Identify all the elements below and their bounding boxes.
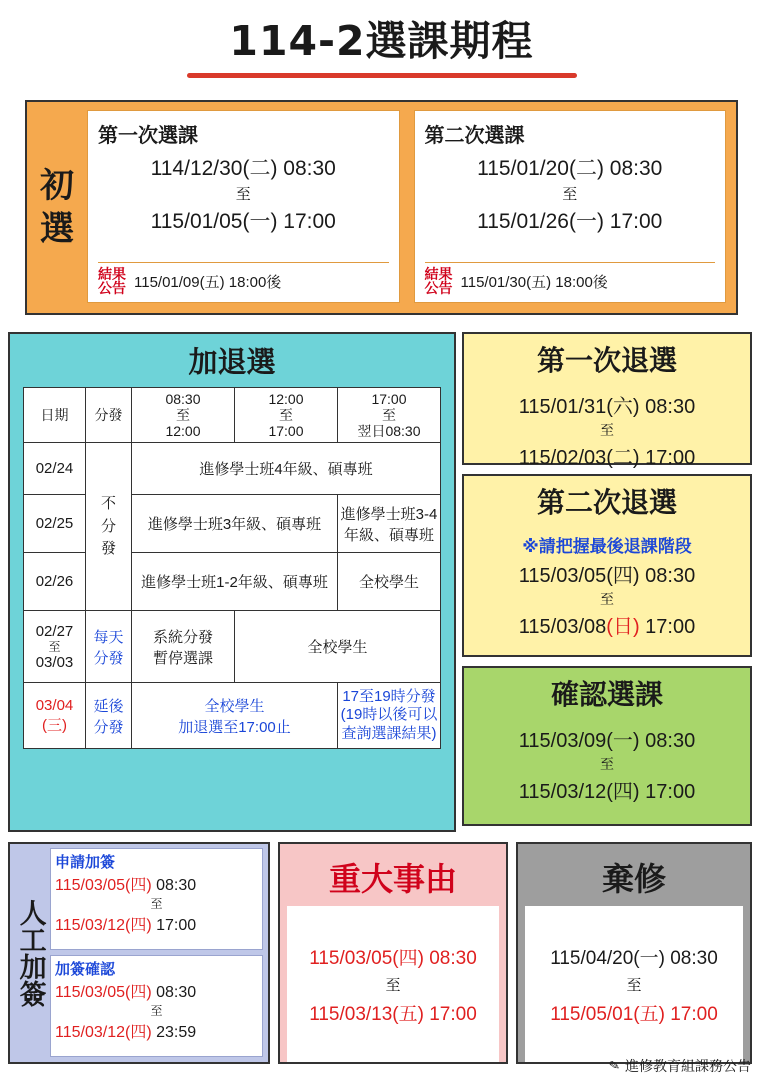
date-line2: (三) bbox=[42, 716, 67, 734]
apply-end bbox=[55, 912, 258, 935]
start-datetime: 115/01/31(六) 08:30 bbox=[518, 396, 696, 418]
confirm-start-date: 115/03/05(四) bbox=[55, 984, 152, 1001]
row-target-students: 進修學士班3年級、碩專班 bbox=[132, 495, 338, 553]
footer-text: 進修教育組課務公告 bbox=[625, 1058, 751, 1074]
row-target-students-night: 進修學士班3-4年級、碩專班 bbox=[338, 495, 441, 553]
night-line2: (19時以後可以 bbox=[340, 706, 438, 724]
withdrawal-note: ※請把握最後退課階段 bbox=[522, 537, 692, 556]
preliminary-card-second bbox=[414, 110, 727, 303]
deadline-line2: 加退選至17:00止 bbox=[178, 718, 291, 736]
page-title-area bbox=[0, 0, 763, 78]
row-night-distribution bbox=[338, 683, 441, 749]
range-sep: 至 bbox=[48, 639, 61, 654]
row-date-range bbox=[24, 611, 86, 683]
apply-title: 申請加簽 bbox=[55, 854, 116, 871]
table-row bbox=[24, 611, 441, 683]
apply-end-time: 17:00 bbox=[151, 917, 197, 934]
first-withdrawal-title: 第一次退選 bbox=[536, 344, 677, 377]
second-withdrawal-body bbox=[470, 526, 744, 645]
end-date-day: (日) bbox=[606, 616, 640, 638]
row-date: 02/24 bbox=[24, 443, 86, 495]
end-datetime: 115/01/05(一) 17:00 bbox=[150, 210, 336, 233]
row-target-students-night: 全校學生 bbox=[338, 553, 441, 611]
range-separator: 至 bbox=[626, 976, 642, 994]
result-announcement bbox=[425, 262, 716, 296]
preliminary-side-label bbox=[27, 102, 87, 313]
card-title: 第一次選課 bbox=[98, 125, 198, 147]
night-line3: 查詢選課結果) bbox=[341, 725, 437, 743]
end-datetime: 115/03/12(四) 17:00 bbox=[518, 781, 696, 803]
confirm-title: 加簽確認 bbox=[55, 961, 116, 978]
section-manual-signature bbox=[8, 842, 270, 1064]
preliminary-card-first bbox=[87, 110, 400, 303]
range-separator: 至 bbox=[385, 976, 401, 994]
start-datetime: 115/03/09(一) 08:30 bbox=[518, 730, 696, 752]
preliminary-label-line2: 選 bbox=[40, 208, 74, 249]
result-label-line1: 結果 bbox=[424, 265, 453, 282]
header-slot-night bbox=[338, 388, 441, 443]
start-datetime: 114/12/30(二) 08:30 bbox=[150, 157, 336, 180]
night-line1: 17至19時分發 bbox=[342, 687, 436, 705]
row-all-students-deadline bbox=[132, 683, 338, 749]
confirm-separator: 至 bbox=[150, 1004, 163, 1018]
abandonment-title: 棄修 bbox=[601, 860, 666, 898]
slot-end: 12:00 bbox=[165, 423, 201, 440]
section-first-withdrawal bbox=[462, 332, 752, 469]
slot-sep: 至 bbox=[279, 407, 293, 424]
result-label-line1: 結果 bbox=[98, 265, 126, 282]
section-preliminary-selection bbox=[25, 100, 738, 315]
result-label bbox=[98, 267, 126, 296]
confirm-start bbox=[55, 979, 258, 1002]
result-announcement bbox=[98, 262, 389, 296]
row-system-pause bbox=[132, 611, 235, 683]
result-datetime: 115/01/09(五) 18:00後 bbox=[134, 273, 282, 291]
slot-start: 17:00 bbox=[371, 391, 407, 407]
row-distribution-daily bbox=[86, 611, 132, 683]
manual-side-label-text: 人工加簽 bbox=[14, 899, 46, 1007]
first-withdrawal-body bbox=[470, 384, 744, 476]
confirm-end-time: 23:59 bbox=[151, 1024, 197, 1041]
start-datetime: 115/04/20(一) 08:30 bbox=[550, 947, 718, 969]
card-title: 第二次選課 bbox=[424, 125, 525, 147]
row-target-students: 進修學士班4年級、碩專班 bbox=[132, 443, 441, 495]
dist-line2: 分發 bbox=[93, 718, 124, 736]
dist-line1: 延後 bbox=[93, 697, 124, 715]
row-date: 02/26 bbox=[24, 553, 86, 611]
confirm-start-time: 08:30 bbox=[151, 984, 197, 1001]
row-date: 02/25 bbox=[24, 495, 86, 553]
manual-confirm-block bbox=[50, 955, 263, 1057]
deadline-line1: 全校學生 bbox=[204, 697, 265, 715]
apply-separator: 至 bbox=[150, 897, 163, 911]
end-date-time: 17:00 bbox=[639, 616, 696, 638]
range-end: 03/03 bbox=[35, 653, 74, 671]
table-header-row bbox=[24, 388, 441, 443]
range-separator: 至 bbox=[235, 186, 251, 203]
slot-start: 12:00 bbox=[268, 391, 304, 407]
slot-end: 翌日08:30 bbox=[357, 423, 421, 440]
header-slot-afternoon bbox=[235, 388, 338, 443]
apply-end-date: 115/03/12(四) bbox=[55, 917, 152, 934]
end-datetime: 115/03/13(五) 17:00 bbox=[309, 1003, 477, 1025]
result-label-line2: 公告 bbox=[98, 280, 126, 297]
major-reason-body bbox=[287, 906, 499, 1062]
header-date: 日期 bbox=[24, 388, 86, 443]
start-datetime: 115/03/05(四) 08:30 bbox=[518, 565, 696, 587]
end-datetime: 115/02/03(二) 17:00 bbox=[518, 447, 696, 469]
apply-start-time: 08:30 bbox=[151, 877, 197, 894]
result-label bbox=[425, 267, 453, 296]
apply-start bbox=[55, 872, 258, 895]
section-course-confirmation bbox=[462, 666, 752, 826]
abandonment-body bbox=[525, 906, 743, 1062]
slot-sep: 至 bbox=[176, 407, 190, 424]
end-datetime: 115/05/01(五) 17:00 bbox=[550, 1003, 718, 1025]
course-confirmation-title: 確認選課 bbox=[550, 678, 663, 711]
major-reason-title: 重大事由 bbox=[328, 860, 457, 898]
end-date-prefix: 115/03/08 bbox=[518, 616, 607, 638]
range-start: 02/27 bbox=[35, 622, 74, 640]
table-row bbox=[24, 443, 441, 495]
preliminary-label-line1: 初 bbox=[40, 166, 74, 206]
confirm-end-date: 115/03/12(四) bbox=[55, 1024, 152, 1041]
slot-end: 17:00 bbox=[268, 423, 304, 440]
slot-start: 08:30 bbox=[165, 391, 201, 407]
range-separator: 至 bbox=[600, 756, 614, 772]
add-drop-table bbox=[23, 387, 441, 749]
range-separator: 至 bbox=[600, 591, 614, 607]
section-course-abandonment bbox=[516, 842, 752, 1064]
result-datetime: 115/01/30(五) 18:00後 bbox=[460, 273, 608, 291]
second-withdrawal-title: 第二次退選 bbox=[536, 486, 677, 519]
row-distribution-none: 不 分 發 bbox=[86, 443, 132, 611]
pencil-icon: ✎ bbox=[607, 1057, 622, 1074]
pause-line1: 系統分發 bbox=[152, 628, 213, 646]
result-label-line2: 公告 bbox=[424, 280, 453, 297]
preliminary-cards bbox=[87, 102, 736, 313]
header-slot-morning bbox=[132, 388, 235, 443]
row-distribution-delayed bbox=[86, 683, 132, 749]
row-target-students: 全校學生 bbox=[235, 611, 441, 683]
row-date-final bbox=[24, 683, 86, 749]
manual-side-label bbox=[10, 844, 50, 1062]
start-datetime: 115/01/20(二) 08:30 bbox=[477, 157, 663, 180]
dist-line1: 每天 bbox=[93, 628, 124, 646]
start-datetime: 115/03/05(四) 08:30 bbox=[309, 947, 477, 969]
slot-sep: 至 bbox=[382, 407, 396, 424]
manual-sections bbox=[50, 844, 268, 1062]
end-datetime: 115/01/26(一) 17:00 bbox=[477, 210, 663, 233]
footer bbox=[609, 1056, 751, 1076]
section-major-reason bbox=[278, 842, 508, 1064]
range-separator: 至 bbox=[562, 186, 578, 203]
manual-apply-block bbox=[50, 848, 263, 950]
section-second-withdrawal bbox=[462, 474, 752, 657]
apply-start-date: 115/03/05(四) bbox=[55, 877, 152, 894]
course-confirmation-body bbox=[470, 718, 744, 810]
table-row bbox=[24, 683, 441, 749]
dist-line2: 分發 bbox=[93, 649, 124, 667]
confirm-end bbox=[55, 1019, 258, 1042]
date-line1: 03/04 bbox=[35, 696, 74, 714]
title-underline bbox=[187, 73, 577, 78]
page-title: 114-2選課期程 bbox=[229, 17, 534, 65]
section-add-drop bbox=[8, 332, 456, 832]
pause-line2: 暫停選課 bbox=[152, 649, 213, 667]
end-datetime bbox=[474, 610, 740, 639]
add-drop-title: 加退選 bbox=[188, 345, 276, 379]
row-target-students: 進修學士班1-2年級、碩專班 bbox=[132, 553, 338, 611]
header-distribution: 分發 bbox=[86, 388, 132, 443]
range-separator: 至 bbox=[600, 422, 614, 438]
